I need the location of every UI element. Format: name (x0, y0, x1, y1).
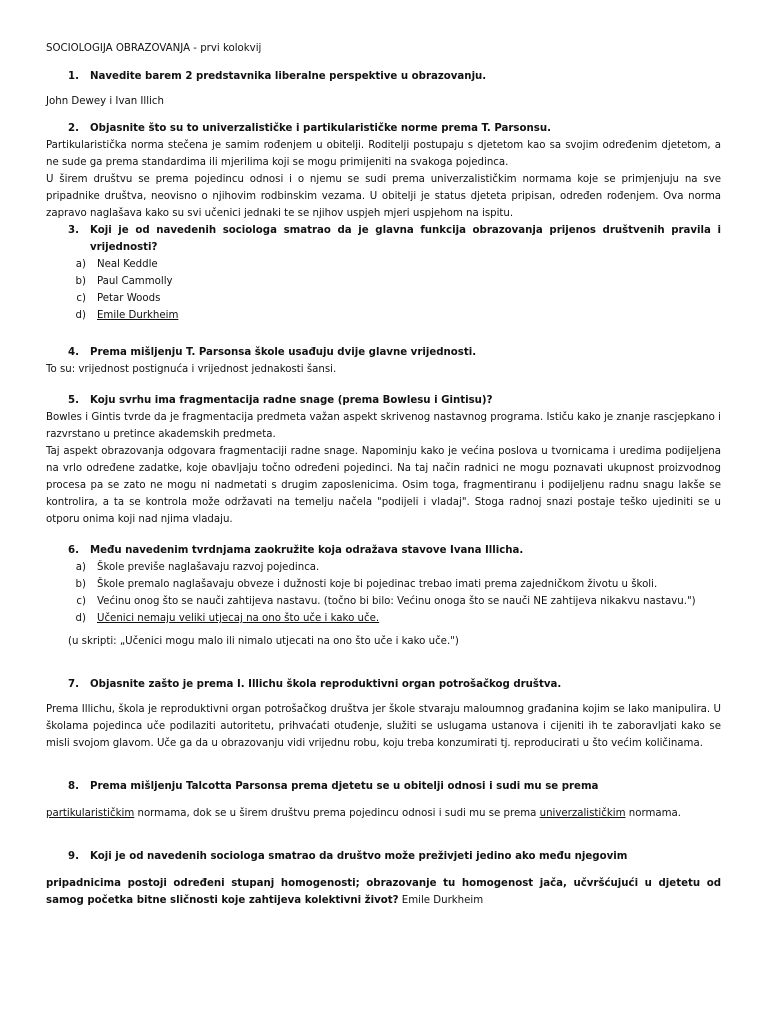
answer-5-paragraph-1: Bowles i Gintis tvrde da je fragmentacija predmeta važan aspekt skrivenog nastavnog programa. Ističu kako je znanje rascjepkano i razvrstano u pretince akademskih predmeta. (46, 412, 721, 440)
document-page (46, 40, 721, 909)
answer-term-2: univerzalističkim (539, 808, 626, 819)
option-letter: c) (76, 596, 86, 607)
answer-4: To su: vrijednost postignuća i vrijednost jednakosti šansi. (46, 364, 337, 375)
question-7 (46, 676, 721, 693)
question-9 (46, 848, 721, 865)
question-8 (46, 778, 721, 795)
option-text: Škole premalo naglašavaju obveze i dužnosti koje bi pojedinac trebao imati prema zajedničkom životu u školi. (97, 579, 658, 590)
document-title: SOCIOLOGIJA OBRAZOVANJA - prvi kolokvij (46, 43, 262, 54)
question-text: Prema mišljenju T. Parsonsa škole usađuju dvije glavne vrijednosti. (90, 347, 477, 358)
option-letter: b) (75, 579, 86, 590)
answer-8 (46, 805, 721, 822)
question-number: 1. (68, 71, 79, 82)
question-text: Koji je od navedenih sociologa smatrao da društvo može preživjeti jedino ako među njegovim (90, 851, 628, 862)
option-text: Neal Keddle (97, 259, 158, 270)
option-d (46, 610, 721, 627)
option-a (46, 256, 721, 273)
question-1 (46, 68, 721, 85)
question-6 (46, 542, 721, 559)
option-c (46, 593, 721, 610)
option-text: Većinu onog što se nauči zahtijeva nastavu. (točno bi bilo: Većinu onoga što se nauči NE zahtijeva nikakvu nastavu.") (97, 596, 696, 607)
question-text: Prema mišljenju Talcotta Parsonsa prema djetetu se u obitelji odnosi i sudi mu se prema (90, 781, 599, 792)
answer-text: normama, dok se u širem društvu prema pojedincu odnosi i sudi mu se prema (134, 808, 540, 819)
question-text: Objasnite zašto je prema I. Illichu škola reproduktivni organ potrošačkog društva. (90, 679, 562, 690)
answer-5-paragraph-2: Taj aspekt obrazovanja odgovara fragmentaciji radne snage. Napominju kako je većina poslova u tvornicama i uredima podijeljena na vrlo određene zadatke, koje obavljaju točno određeni pojedinci. Na taj način radnici ne mogu poznavati ukupnost proizvodnog procesa pa se zato ne mogu ni nadmetati s drugim zaposlenicima. Osim toga, fragmentiranu i podijeljenu radnu snagu lakše se kontrolira, a ta se kontrola može održavati na temelju načela "podijeli i vladaj". Stoga radnoj snazi postaje teško ujediniti se u otporu onima koji nad njima vladaju. (46, 446, 721, 525)
answer-term-1: partikularističkim (46, 808, 135, 819)
question-number: 9. (68, 851, 79, 862)
option-b (46, 576, 721, 593)
options-list (46, 559, 721, 627)
question-number: 8. (68, 781, 79, 792)
question-text: Navedite barem 2 predstavnika liberalne perspektive u obrazovanju. (90, 71, 487, 82)
option-b (46, 273, 721, 290)
option-letter: c) (76, 293, 86, 304)
question-text: Objasnite što su to univerzalističke i partikularističke norme prema T. Parsonsu. (90, 123, 551, 134)
answer-2-paragraph-2: U širem društvu se prema pojedincu odnosi i o njemu se sudi prema univerzalističkim normama koje se primjenjuju na sve pripadnike društva, neovisno o njihovim rodbinskim vezama. U obitelji je status djeteta pripisan, određen rođenjem. Ova norma zapravo naglašava kako su svi učenici jednaki te se njihov uspjeh mjeri uspjehom na ispitu. (46, 174, 721, 219)
question-number: 5. (68, 395, 79, 406)
question-number: 4. (68, 347, 79, 358)
question-5 (46, 392, 721, 409)
answer-text-end: normama. (625, 808, 682, 819)
option-letter: b) (75, 276, 86, 287)
skripta-note: (u skripti: „Učenici mogu malo ili nimalo utjecati na ono što uče i kako uče.") (68, 636, 459, 647)
answer-text: Emile Durkheim (398, 895, 484, 906)
option-text: Škole previše naglašavaju razvoj pojedinca. (97, 562, 320, 573)
question-text: Koju svrhu ima fragmentacija radne snage (prema Bowlesu i Gintisu)? (90, 395, 493, 406)
question-text: Među navedenim tvrdnjama zaokružite koja odražava stavove Ivana Illicha. (90, 545, 524, 556)
question-text: Koji je od navedenih sociologa smatrao da je glavna funkcija obrazovanja prijenos društvenih pravila i vrijednosti? (90, 225, 721, 253)
option-letter: d) (75, 613, 86, 624)
option-c (46, 290, 721, 307)
question-3 (46, 222, 721, 256)
question-number: 3. (68, 225, 79, 236)
option-text: Petar Woods (97, 293, 161, 304)
answer-2-paragraph-1: Partikularistička norma stečena je samim rođenjem u obitelji. Roditelji postupaju s djetetom kao sa svojim određenim djetetom, a ne sude ga prema standardima ili mjerilima koji se mogu primijeniti na svakoga pojedinca. (46, 140, 721, 168)
answer-9 (46, 875, 721, 909)
answer-1: John Dewey i Ivan Illich (46, 96, 164, 107)
option-letter: a) (75, 259, 86, 270)
answer-7: Prema Illichu, škola je reproduktivni organ potrošačkog društva jer škole stvaraju maloumnog građanina kojim se lako manipulira. U školama pojedinca uče podilaziti autoritetu, prihvaćati otuđenje, služiti se uslugama ustanova i cijeniti ih te zaboravljati kako se misli svojom glavom. Uče ga da u obrazovanju vidi vrijednu robu, koju treba konzumirati tj. reproducirati u što većim količinama. (46, 704, 721, 749)
option-d (46, 307, 721, 324)
question-continuation: pripadnicima postoji određeni stupanj homogenosti; obrazovanje tu homogenost jača, učvršćujući u djetetu od samog početka bitne sličnosti koje zahtijeva kolektivni život? (46, 878, 721, 906)
question-4 (46, 344, 721, 361)
option-text: Paul Cammolly (97, 276, 173, 287)
options-list (46, 256, 721, 324)
option-letter: d) (75, 310, 86, 321)
option-letter: a) (75, 562, 86, 573)
question-2 (46, 120, 721, 137)
option-text-selected: Emile Durkheim (97, 310, 179, 321)
option-text-selected: Učenici nemaju veliki utjecaj na ono što uče i kako uče. (97, 613, 380, 624)
question-number: 2. (68, 123, 79, 134)
option-a (46, 559, 721, 576)
question-number: 6. (68, 545, 79, 556)
question-number: 7. (68, 679, 79, 690)
